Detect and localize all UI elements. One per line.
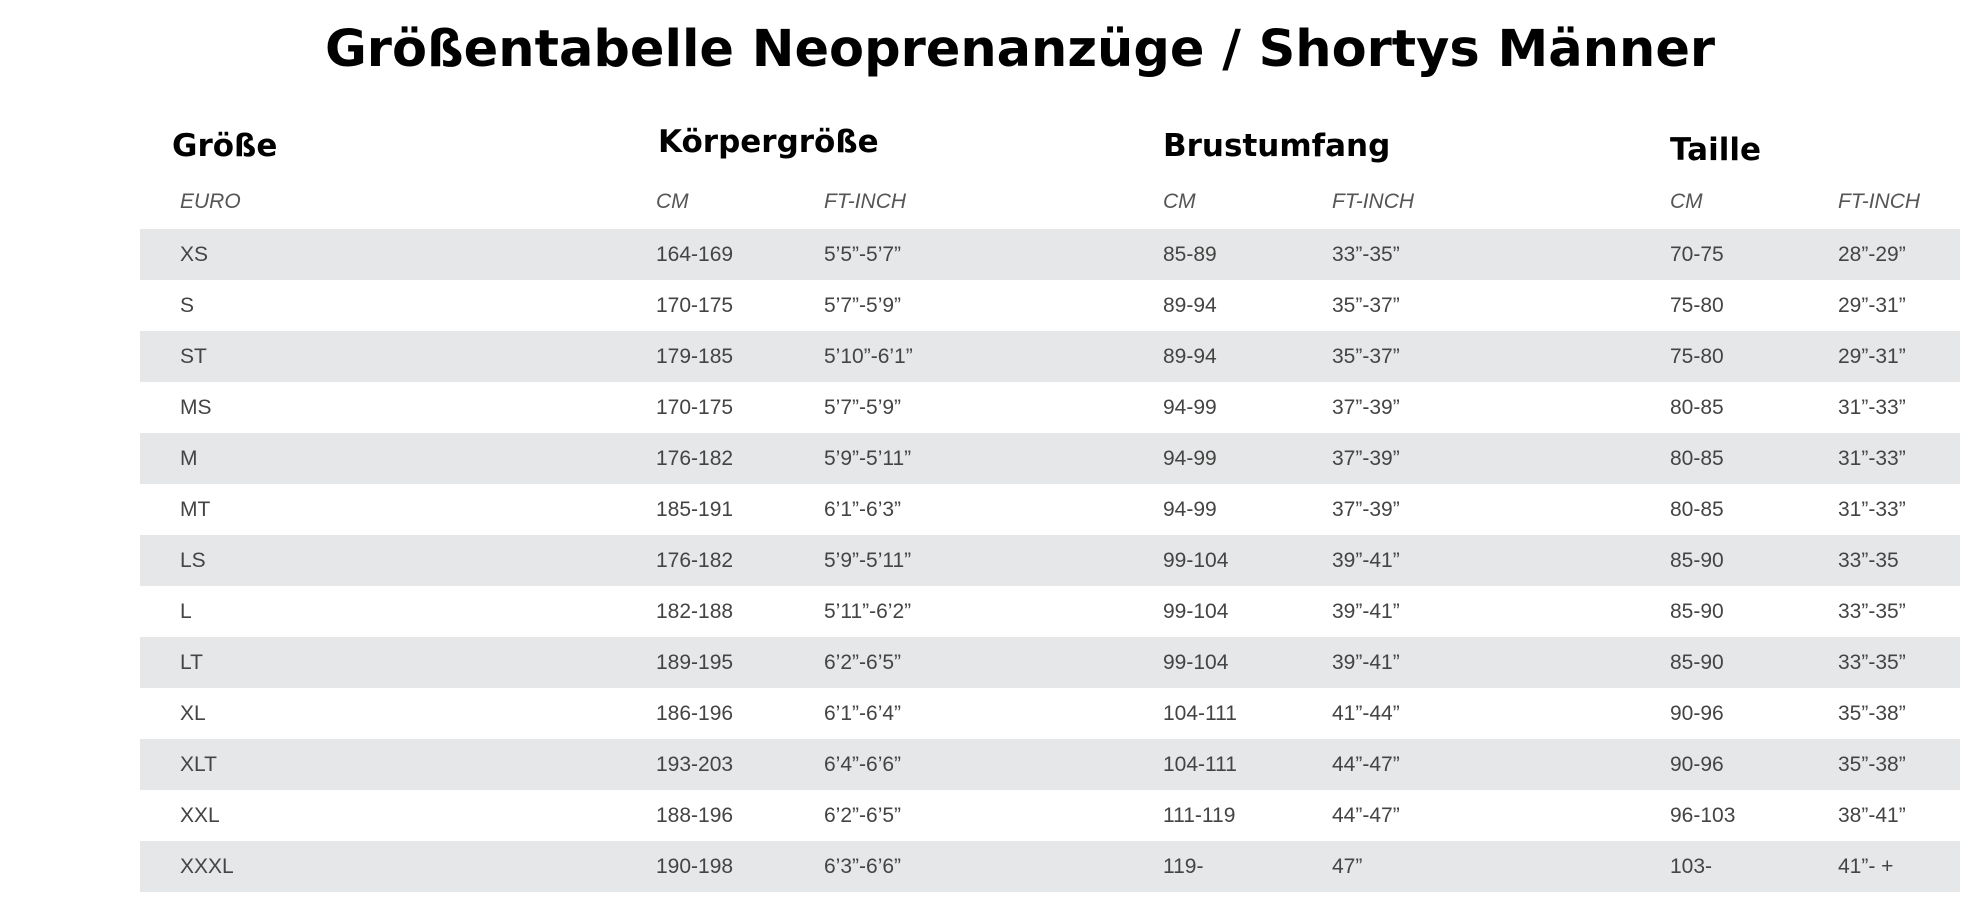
cell-waist-ftinch: 35”-38” [1838,702,1906,725]
cell-chest-cm: 94-99 [1163,498,1217,521]
cell-chest-cm: 89-94 [1163,345,1217,368]
cell-height-ftinch: 5’11”-6’2” [824,600,912,623]
cell-chest-ftinch: 33”-35” [1332,243,1400,266]
cell-waist-cm: 90-96 [1670,702,1724,725]
cell-chest-ftinch: 35”-37” [1332,294,1400,317]
cell-chest-cm: 99-104 [1163,651,1229,674]
table-row [140,586,1960,637]
cell-chest-cm: 111-119 [1163,804,1236,827]
cell-waist-ftinch: 35”-38” [1838,753,1906,776]
subheader-size-euro: EURO [180,190,241,213]
cell-waist-cm: 80-85 [1670,498,1724,521]
cell-height-ftinch: 5’9”-5’11” [824,447,912,470]
cell-chest-ftinch: 39”-41” [1332,549,1400,572]
cell-size-euro: LT [180,651,203,674]
cell-waist-cm: 75-80 [1670,345,1724,368]
table-row [140,382,1960,433]
cell-size-euro: XXL [180,804,220,827]
cell-chest-cm: 99-104 [1163,600,1229,623]
group-header-waist: Taille [1670,132,1761,168]
cell-chest-ftinch: 37”-39” [1332,396,1400,419]
cell-chest-ftinch: 37”-39” [1332,498,1400,521]
cell-chest-cm: 94-99 [1163,447,1217,470]
cell-waist-ftinch: 31”-33” [1838,498,1906,521]
subheader-chest-cm: CM [1163,190,1196,213]
subheader-chest-ftinch: FT-INCH [1332,190,1415,213]
cell-size-euro: XL [180,702,206,725]
cell-size-euro: M [180,447,198,470]
cell-waist-cm: 80-85 [1670,396,1724,419]
cell-size-euro: MS [180,396,212,419]
cell-chest-cm: 99-104 [1163,549,1229,572]
subheader-waist-cm: CM [1670,190,1703,213]
cell-height-cm: 189-195 [656,651,734,674]
group-header-height: Körpergröße [658,124,879,160]
group-header-size: Größe [172,128,278,164]
cell-chest-ftinch: 39”-41” [1332,600,1400,623]
cell-chest-ftinch: 47” [1332,855,1363,878]
cell-waist-cm: 75-80 [1670,294,1724,317]
cell-height-cm: 188-196 [656,804,734,827]
cell-waist-cm: 90-96 [1670,753,1724,776]
cell-chest-ftinch: 39”-41” [1332,651,1400,674]
cell-waist-cm: 85-90 [1670,651,1724,674]
cell-waist-cm: 103- [1670,855,1713,878]
cell-size-euro: XS [180,243,209,266]
cell-waist-ftinch: 33”-35 [1838,549,1899,572]
table-row [140,841,1960,892]
table-row [140,688,1960,739]
subheader-height-cm: CM [656,190,689,213]
table-row [140,637,1960,688]
cell-chest-cm: 119- [1163,855,1204,878]
cell-size-euro: XXXL [180,855,234,878]
table-row [140,739,1960,790]
cell-height-cm: 179-185 [656,345,734,368]
page-title: Größentabelle Neoprenanzüge / Shortys Männer [324,20,1716,79]
cell-waist-ftinch: 41”- + [1838,855,1894,878]
cell-waist-ftinch: 38”-41” [1838,804,1906,827]
table-row [140,535,1960,586]
cell-size-euro: MT [180,498,211,521]
cell-size-euro: LS [180,549,206,572]
subheader-waist-ftinch: FT-INCH [1838,190,1921,213]
cell-height-ftinch: 6’1”-6’4” [824,702,902,725]
cell-height-cm: 190-198 [656,855,734,878]
cell-waist-ftinch: 33”-35” [1838,651,1906,674]
subheader-height-ftinch: FT-INCH [824,190,907,213]
cell-waist-ftinch: 29”-31” [1838,345,1906,368]
cell-size-euro: XLT [180,753,217,776]
cell-waist-ftinch: 33”-35” [1838,600,1906,623]
cell-waist-cm: 96-103 [1670,804,1736,827]
group-header-chest: Brustumfang [1163,128,1391,164]
cell-chest-ftinch: 41”-44” [1332,702,1400,725]
cell-height-cm: 176-182 [656,549,734,572]
cell-height-cm: 170-175 [656,396,734,419]
cell-waist-cm: 85-90 [1670,600,1724,623]
cell-chest-cm: 104-111 [1163,702,1237,725]
cell-height-ftinch: 5’7”-5’9” [824,396,902,419]
cell-height-ftinch: 6’2”-6’5” [824,804,902,827]
cell-size-euro: L [180,600,192,623]
cell-waist-cm: 70-75 [1670,243,1724,266]
cell-height-cm: 176-182 [656,447,734,470]
cell-height-ftinch: 5’10”-6’1” [824,345,913,368]
cell-height-cm: 186-196 [656,702,734,725]
cell-height-ftinch: 5’7”-5’9” [824,294,902,317]
cell-waist-ftinch: 29”-31” [1838,294,1906,317]
cell-waist-ftinch: 28”-29” [1838,243,1906,266]
cell-height-cm: 185-191 [656,498,734,521]
table-row [140,433,1960,484]
cell-size-euro: ST [180,345,207,368]
table-row [140,331,1960,382]
cell-height-cm: 170-175 [656,294,734,317]
cell-height-ftinch: 5’5”-5’7” [824,243,902,266]
cell-chest-cm: 94-99 [1163,396,1217,419]
cell-waist-ftinch: 31”-33” [1838,447,1906,470]
cell-waist-ftinch: 31”-33” [1838,396,1906,419]
cell-height-cm: 164-169 [656,243,734,266]
table-row [140,790,1960,841]
cell-chest-ftinch: 44”-47” [1332,753,1400,776]
cell-height-ftinch: 6’4”-6’6” [824,753,902,776]
cell-height-ftinch: 5’9”-5’11” [824,549,912,572]
table-row [140,484,1960,535]
table-row [140,280,1960,331]
cell-height-cm: 193-203 [656,753,734,776]
cell-chest-cm: 104-111 [1163,753,1237,776]
cell-chest-cm: 85-89 [1163,243,1217,266]
cell-size-euro: S [180,294,195,317]
size-table [140,229,1960,892]
table-row [140,229,1960,280]
cell-height-ftinch: 6’3”-6’6” [824,855,902,878]
cell-chest-ftinch: 37”-39” [1332,447,1400,470]
cell-chest-ftinch: 35”-37” [1332,345,1400,368]
cell-chest-ftinch: 44”-47” [1332,804,1400,827]
cell-waist-cm: 85-90 [1670,549,1724,572]
cell-height-cm: 182-188 [656,600,734,623]
cell-chest-cm: 89-94 [1163,294,1217,317]
cell-height-ftinch: 6’1”-6’3” [824,498,902,521]
cell-height-ftinch: 6’2”-6’5” [824,651,902,674]
cell-waist-cm: 80-85 [1670,447,1724,470]
